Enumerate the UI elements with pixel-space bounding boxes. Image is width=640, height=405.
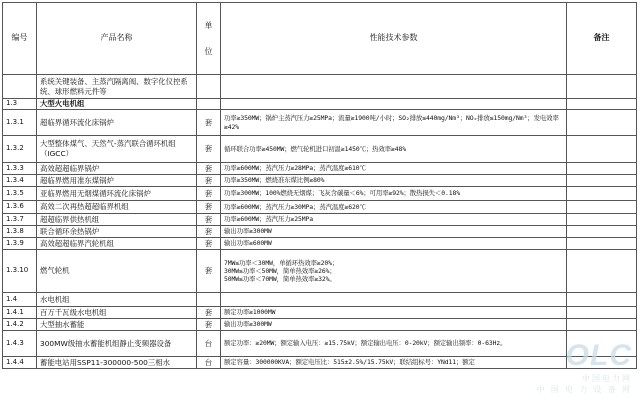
table-row (3, 226, 637, 238)
row-note (567, 75, 637, 99)
row-note (567, 238, 637, 250)
row-name: 联合循环余热锅炉 (37, 226, 197, 238)
row-unit: 台 (197, 331, 221, 357)
table-row (3, 136, 637, 163)
table-row (3, 238, 637, 250)
header-spec: 性能技术参数 (221, 3, 567, 75)
section-row (3, 293, 637, 307)
table-row (3, 214, 637, 226)
header-note: 备注 (567, 3, 637, 75)
row-note (567, 319, 637, 331)
table-row (3, 201, 637, 214)
row-name: 百万千瓦级水电机组 (37, 307, 197, 319)
row-no: 1.4 (3, 293, 37, 307)
row-spec: 额定容量：300000KVA；额定电压比：515±2.5%/15.75kV；联结组标号：YNd11；额定 (221, 357, 567, 369)
row-unit: 套 (197, 110, 221, 136)
row-unit (197, 293, 221, 307)
row-no (3, 75, 37, 99)
row-unit: 套 (197, 163, 221, 175)
row-no: 1.3.10 (3, 250, 37, 293)
table-row (3, 75, 637, 99)
row-unit (197, 99, 221, 110)
watermark-text: 中 国 电 力 设 备 网 (536, 385, 632, 394)
table-row (3, 307, 637, 319)
row-name: 超临界燃用准东煤锅炉 (37, 175, 197, 187)
row-no: 1.3 (3, 99, 37, 110)
row-spec (221, 99, 567, 110)
row-name: 300MW级抽水蓄能机组静止变频器设备 (37, 331, 197, 357)
row-unit: 套 (197, 214, 221, 226)
row-note (567, 201, 637, 214)
spec-line: 50MW≤功率＜70MW，简单热效率≥32%。 (224, 275, 336, 284)
row-spec (221, 293, 567, 307)
row-no: 1.4.4 (3, 357, 37, 369)
row-unit: 套 (197, 307, 221, 319)
row-no: 1.4.2 (3, 319, 37, 331)
row-note (567, 110, 637, 136)
row-note (567, 163, 637, 175)
row-spec: 输出功率≥300MW (221, 319, 567, 331)
row-unit: 套 (197, 201, 221, 214)
row-unit: 台 (197, 357, 221, 369)
row-no: 1.3.4 (3, 175, 37, 187)
watermark-domain: 中国电力网 (582, 374, 632, 383)
row-unit: 套 (197, 136, 221, 163)
table-row (3, 250, 637, 293)
row-name: 蓄能电站用SSP11-300000-500三相水 (37, 357, 197, 369)
row-no: 1.3.9 (3, 238, 37, 250)
row-unit: 套 (197, 226, 221, 238)
row-note (567, 226, 637, 238)
table-row (3, 175, 637, 187)
row-spec: 功率≥300MW；100%燃烧无烟煤；飞灰含碳量＜6%；可用率≥92%；散热损失＜0.18% (221, 187, 567, 201)
row-unit: 套 (197, 250, 221, 293)
row-spec: 功率≥350MW；锅炉主蒸汽压力≥25MPa；流量≥1900吨/小时；SO₂排放≤440mg/Nm³；NOₓ排放≤150mg/Nm³；发电效率≥42% (221, 110, 567, 136)
row-unit: 套 (197, 238, 221, 250)
spec-line: 7MW≤功率＜30MW，单循环热效率≥20%； (224, 258, 339, 267)
row-note (567, 307, 637, 319)
row-name: 燃气轮机 (37, 250, 197, 293)
section-title: 大型火电机组 (37, 99, 197, 110)
row-name: 超超临界供热机组 (37, 214, 197, 226)
header-unit: 单 位 (197, 3, 221, 75)
row-note (567, 357, 637, 369)
section-row (3, 99, 637, 110)
row-no: 1.3.6 (3, 201, 37, 214)
row-note (567, 175, 637, 187)
row-unit: 套 (197, 319, 221, 331)
row-no: 1.4.3 (3, 331, 37, 357)
table-row (3, 187, 637, 201)
row-no: 1.3.2 (3, 136, 37, 163)
row-note (567, 214, 637, 226)
row-no: 1.4.1 (3, 307, 37, 319)
row-name: 大型抽水蓄能 (37, 319, 197, 331)
row-spec (221, 250, 567, 293)
row-unit: 套 (197, 175, 221, 187)
table-row (3, 357, 637, 369)
table-row (3, 110, 637, 136)
row-spec: 功率≥600MW；蒸汽压力≥25MPa (221, 214, 567, 226)
table-row (3, 331, 637, 357)
row-spec: 输出功率≥600MW (221, 238, 567, 250)
row-name: 大型整体煤气、天然气-蒸汽联合循环机组（IGCC） (37, 136, 197, 163)
row-name: 高效超超临界汽轮机组 (37, 238, 197, 250)
row-note (567, 187, 637, 201)
section-title: 水电机组 (37, 293, 197, 307)
watermark-logo: OLC (565, 339, 632, 372)
row-no: 1.3.8 (3, 226, 37, 238)
row-name: 系统关键装备、主蒸汽隔离阀、数字化仪控系统、球形燃料元件等 (37, 75, 197, 99)
row-note (567, 250, 637, 293)
row-name: 亚临界燃用无烟煤循环流化床锅炉 (37, 187, 197, 201)
header-no: 编号 (3, 3, 37, 75)
row-note (567, 99, 637, 110)
product-spec-table (2, 2, 637, 369)
row-note (567, 293, 637, 307)
row-no: 1.3.7 (3, 214, 37, 226)
row-name: 超临界循环流化床锅炉 (37, 110, 197, 136)
table-row (3, 319, 637, 331)
row-spec: 输出功率≥300MW (221, 226, 567, 238)
table-row (3, 163, 637, 175)
row-name: 高效二次再热超超临界机组 (37, 201, 197, 214)
row-no: 1.3.5 (3, 187, 37, 201)
header-product-name: 产品名称 (37, 3, 197, 75)
row-unit (197, 75, 221, 99)
row-spec: 循环联合功率≥450MW；燃气轮机进口初温≥1450℃；热效率≥48% (221, 136, 567, 163)
row-spec: 额定功率：≥20MW；额定输入电压：≥15.75kV；额定输出电压：0-20kV；额定输出频率：0-63Hz。 (221, 331, 567, 357)
row-spec: 额定功率≥1000MW (221, 307, 567, 319)
table-header-row (3, 3, 637, 75)
row-no: 1.3.1 (3, 110, 37, 136)
row-note (567, 136, 637, 163)
row-name: 高效超超临界锅炉 (37, 163, 197, 175)
row-spec: 功率≥600MW；蒸汽压力≥30MPa；蒸汽温度≥620℃ (221, 201, 567, 214)
row-spec (221, 75, 567, 99)
row-no: 1.3.3 (3, 163, 37, 175)
row-note (567, 331, 637, 357)
row-unit: 套 (197, 187, 221, 201)
row-spec: 功率≥350MW；燃烧准东煤比例≥80% (221, 175, 567, 187)
row-spec: 功率≥600MW；蒸汽压力≥28MPa；蒸汽温度≥610℃ (221, 163, 567, 175)
spec-line: 30MW≤功率＜50MW，简单热效率≥26%； (224, 266, 336, 275)
